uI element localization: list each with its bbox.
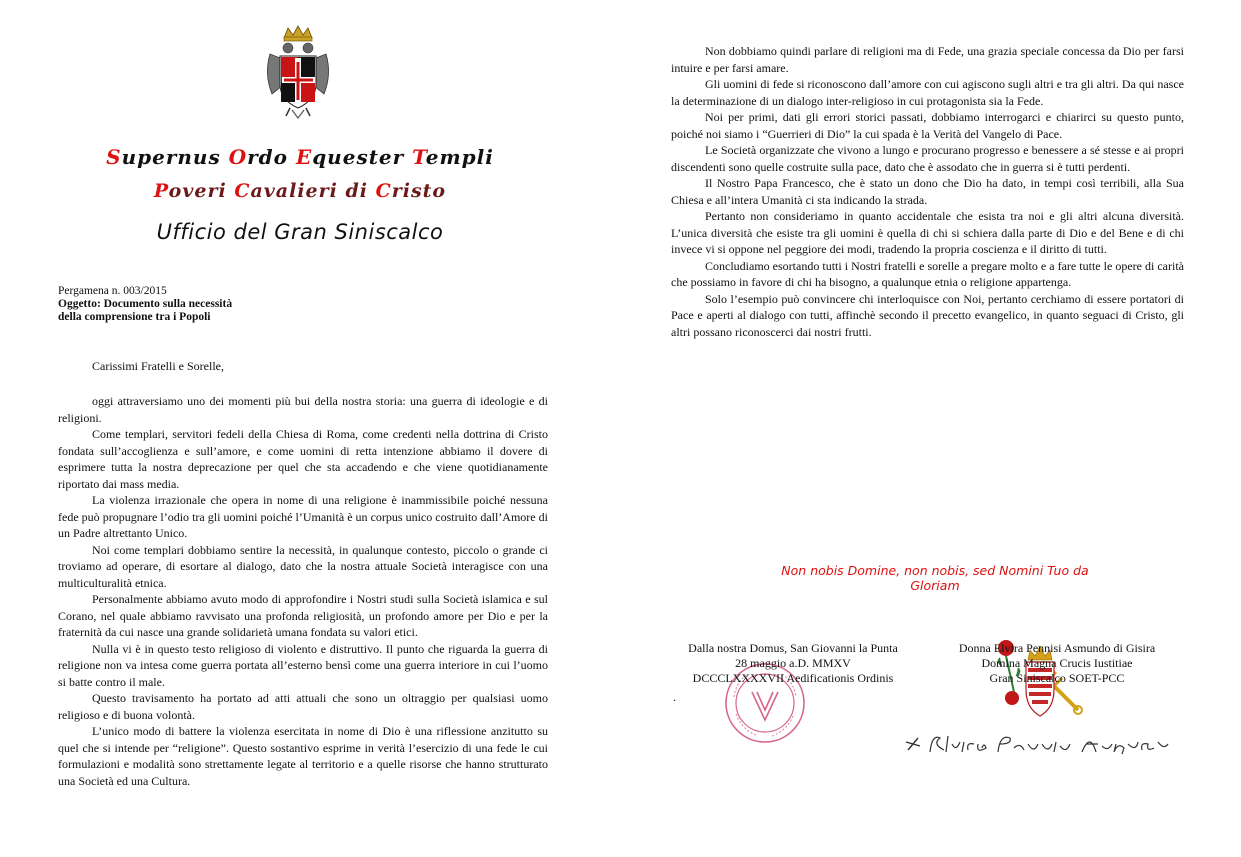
paragraph: Pertanto non consideriamo in quanto accidentale che esista tra noi e gli altri alcuna diversità. L’unica diversità che esiste tra gli uomini è quella di chi si schiera dalla parte di Dio e del Bene e di chi invece vi si oppone nel peggiore dei modi, tradendo la propria coscienza e il diritto di tutti. — [671, 209, 1184, 256]
order-name-cap-2: O — [228, 145, 248, 169]
signature-place-date — [678, 641, 908, 686]
stray-dot: . — [673, 690, 676, 704]
latin-motto: Non nobis Domine, non nobis, sed Nomini Tuo da Gloriam — [781, 563, 1089, 593]
paragraph: Concludiamo esortando tutti i Nostri fratelli e sorelle a pregare molto e a fare tutte le opere di carità che possiamo in favore di chi ha bisogno, a qualunque etnia o religione appartenga. — [671, 258, 1184, 289]
right-page — [620, 0, 1241, 857]
office-title: Ufficio del Gran Siniscalco — [156, 220, 444, 244]
paragraph: Nulla vi è in questo testo religioso di violento e distruttivo. Il punto che riguarda la guerra di religione non va intesa come guerra portata all’esterno bensì come una guerra interiore in cui l’uomo si batte contro il male. — [58, 641, 548, 689]
date-line: 28 maggio a.D. MMXV — [735, 656, 851, 670]
paragraph: Noi come templari dobbiamo sentire la necessità, in qualunque contesto, piccolo o grande ci troviamo ad operare, di esortare al dialogo, dato che la nostra attuale Società interagisce con una multiculturalità etnica. — [58, 542, 548, 590]
place-line: Dalla nostra Domus, San Giovanni la Punta — [688, 641, 898, 655]
subject-line-1: Oggetto: Documento sulla necessità — [58, 298, 233, 310]
paragraph: oggi attraversiamo uno dei momenti più bui della nostra storia: una guerra di ideologie e di religioni. — [58, 394, 548, 425]
order-name-rest-3: quester — [312, 145, 413, 169]
paragraph: Come templari, servitori fedeli della Chiesa di Roma, come credenti nella dottrina di Cristo fondata sull’accoglienza e sull’amore, e come uomini di retta intenzione abbiamo il dovere di esprimere tutta la nostra deprecazione per quel che sta accadendo e che viene quotidianamente riportato dai mass media. — [58, 427, 548, 491]
greeting: Carissimi Fratelli e Sorelle, — [92, 359, 224, 373]
left-page — [0, 0, 610, 857]
order-subname-cap-2: C — [234, 180, 251, 202]
order-name — [60, 145, 540, 169]
order-crest-icon — [262, 24, 334, 119]
order-subname-rest-3: risto — [391, 180, 447, 202]
order-subname-rest-1: overi — [168, 180, 235, 202]
order-subname — [60, 180, 540, 202]
order-name-rest-2: rdo — [247, 145, 296, 169]
year-line: DCCCLXXXXVII Aedificationis Ordinis — [692, 671, 894, 685]
signatory-block — [942, 641, 1172, 686]
subject-line-2: della comprensione tra i Popoli — [58, 311, 211, 323]
paragraph: Gli uomini di fede si riconoscono dall’amore con cui agiscono sugli altri e tra gli altri. Da qui nasce la determinazione di un dialogo inter-religioso in cui protagonista sia la Fede. — [671, 77, 1184, 108]
handwritten-signature-icon — [902, 728, 1172, 760]
left-body-text — [58, 393, 548, 789]
order-subname-cap-3: C — [375, 180, 392, 202]
paragraph: Noi per primi, dati gli errori storici passati, dobbiamo interrogarci e chiarirci su questo punto, poiché noi siamo i “Guerrieri di Dio” la cui spada è la Verità del Vangelo di Pace. — [671, 110, 1184, 141]
paragraph: Le Società organizzate che vivono a lungo e procurano progresso e benessere a sé stesse e ai propri discendenti sono quelle costruite sulla pace, dato che è assodato che in guerra si è tutti perdenti. — [671, 143, 1184, 174]
paragraph: Solo l’esempio può convincere chi interloquisce con Noi, pertanto cerchiamo di essere portatori di Pace e aperti al dialogo con tutti, affinchè secondo il precetto evangelico, in quanto seguaci di Cristo, gli altri possano riconoscerci dai nostri frutti. — [671, 291, 1184, 339]
paragraph: La violenza irrazionale che opera in nome di una religione è inammissibile poiché nessuna fede può propugnare l’odio tra gli uomini poiché l’Umanità è un corpus unico costruito dall’Amore di un Padre altrettanto Unico. — [58, 493, 548, 540]
order-subname-cap-1: P — [153, 180, 169, 202]
signatory-rank: Domina Magna Crucis Iustitiae — [981, 656, 1133, 670]
order-name-cap-3: E — [295, 145, 313, 169]
reference-number: Pergamena n. 003/2015 — [58, 285, 167, 297]
order-name-cap-1: S — [106, 145, 122, 169]
paragraph: Questo travisamento ha portato ad atti attuali che sono un oltraggio per qualsiasi uomo religioso e di buona volontà. — [58, 691, 548, 722]
order-name-cap-4: T — [412, 145, 426, 169]
right-body-text — [671, 43, 1184, 340]
paragraph: Personalmente abbiamo avuto modo di approfondire i Nostri studi sulla Società islamica e sul Corano, nel quale abbiamo ravvisato una profonda religiosità, un profondo amore per Dio e per la fraternità da cui nasce una grande solidarietà umana fondata su valori etici. — [58, 592, 548, 639]
document-reference — [58, 285, 232, 324]
paragraph: Non dobbiamo quindi parlare di religioni ma di Fede, una grazia speciale concessa da Dio per farsi intuire e per farsi amare. — [671, 44, 1184, 75]
signatory-name: Donna Elvira Pennisi Asmundo di Gisira — [958, 641, 1156, 655]
order-name-rest-1: upernus — [121, 145, 229, 169]
order-subname-rest-2: avalieri di — [250, 180, 376, 202]
paragraph: Il Nostro Papa Francesco, che è stato un dono che Dio ha dato, in tempi così terribili, alla Sua Chiesa e all’intera Umanità ci sta indicando la strada. — [671, 176, 1184, 207]
paragraph: L’unico modo di battere la violenza esercitata in nome di Dio è una riflessione anzitutto su quel che si intende per “religione”. Questo sostantivo esprime in verità l’esercizio di una fede le cui formulazioni e modalità sono strettamente legate al territorio e a quelle risorse che hanno strutturato una Società ed una Cultura. — [58, 724, 548, 788]
signatory-title: Gran Siniscalco SOET-PCC — [989, 671, 1125, 685]
order-name-rest-4: empli — [425, 145, 494, 169]
